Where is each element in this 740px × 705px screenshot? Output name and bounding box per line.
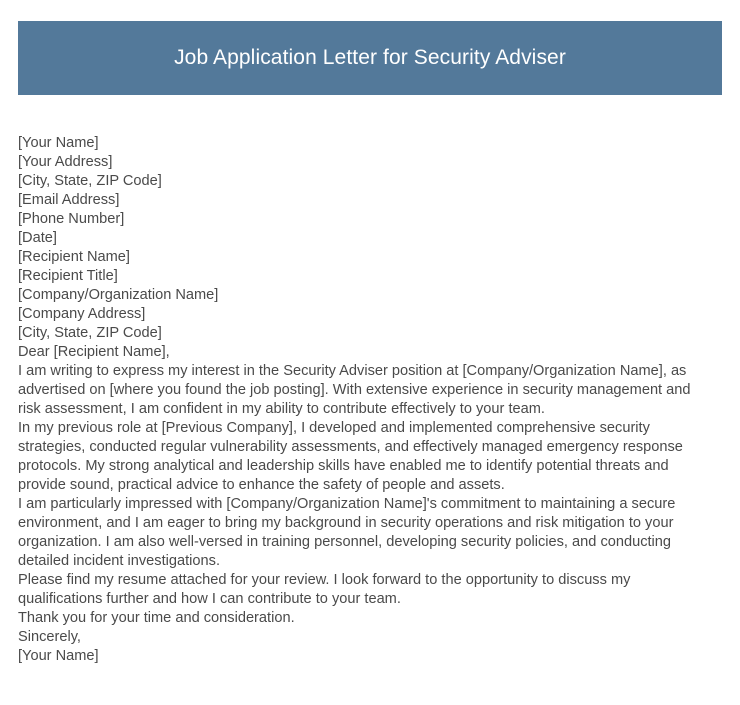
document-header-banner bbox=[18, 21, 722, 95]
letter-paragraph-intro: I am writing to express my interest in the Security Adviser position at [Company/Organization Name], as advertised on [where you found the job posting]. With extensive experience in security management and risk assessment, I am confident in my ability to contribute effectively to your team. bbox=[18, 363, 691, 417]
letter-paragraph-experience: In my previous role at [Previous Company], I developed and implemented comprehensive security strategies, conducted regular vulnerability assessments, and effectively managed emergency response protocols. My strong analytical and leadership skills have enabled me to identify potential threats and provide sound, practical advice to enhance the safety of people and assets. bbox=[18, 420, 683, 493]
letter-paragraph-closing: Please find my resume attached for your review. I look forward to the opportunity to discuss my qualifications further and how I can contribute to your team. bbox=[18, 572, 631, 607]
letter-line-sender-email: [Email Address] bbox=[18, 192, 120, 208]
letter-line-company-name: [Company/Organization Name] bbox=[18, 287, 219, 303]
letter-line-sender-city: [City, State, ZIP Code] bbox=[18, 173, 162, 189]
letter-line-sender-address: [Your Address] bbox=[18, 154, 113, 170]
letter-line-sender-name: [Your Name] bbox=[18, 135, 99, 151]
letter-line-signature-name: [Your Name] bbox=[18, 648, 99, 664]
letter-line-sender-phone: [Phone Number] bbox=[18, 211, 125, 227]
letter-line-date: [Date] bbox=[18, 230, 57, 246]
letter-paragraph-motivation: I am particularly impressed with [Company/Organization Name]'s commitment to maintaining a secure environment, and I am eager to bring my background in security operations and risk mitigation to your organization. I am also well-versed in training personnel, developing security policies, and conducting detailed incident investigations. bbox=[18, 496, 676, 569]
letter-line-signoff: Sincerely, bbox=[18, 629, 81, 645]
letter-line-recipient-title: [Recipient Title] bbox=[18, 268, 118, 284]
letter-line-company-address: [Company Address] bbox=[18, 306, 146, 322]
letter-line-salutation: Dear [Recipient Name], bbox=[18, 344, 170, 360]
page-title: Job Application Letter for Security Adviser bbox=[174, 46, 566, 69]
letter-line-company-city: [City, State, ZIP Code] bbox=[18, 325, 162, 341]
letter-line-recipient-name: [Recipient Name] bbox=[18, 249, 130, 265]
letter-line-thank-you: Thank you for your time and consideration. bbox=[18, 610, 295, 626]
letter-body bbox=[18, 134, 715, 666]
